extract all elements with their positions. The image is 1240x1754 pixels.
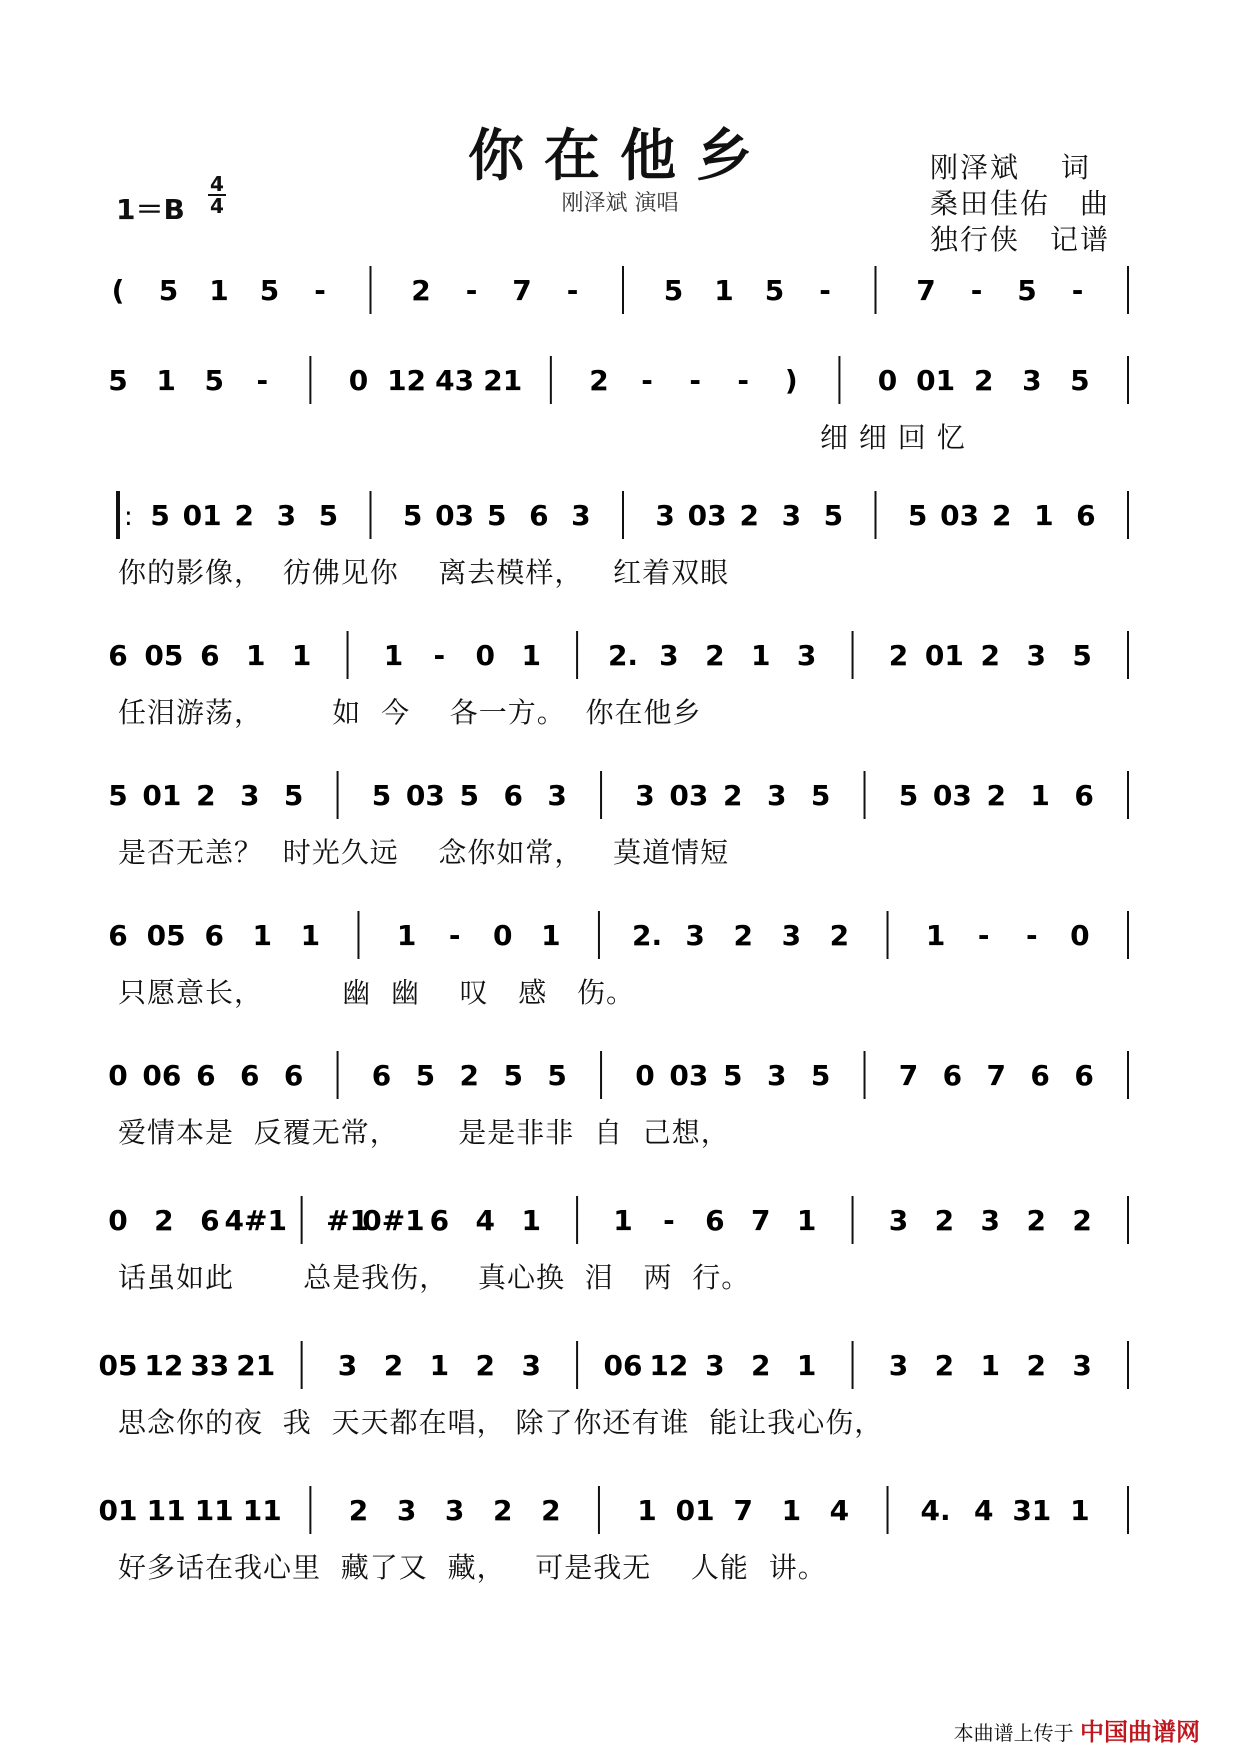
note: 01 [142,779,182,812]
note: - [663,1204,675,1237]
note: 2 [980,639,1001,672]
note: 1 [383,639,404,672]
note: 3 [888,1349,909,1382]
note: 4 [475,1204,496,1237]
note: 5 [259,274,280,307]
note: 1 [714,274,734,307]
note: 3 [444,1494,465,1527]
note: 11 [146,1494,186,1527]
note: 2 [1026,1204,1046,1237]
note: 6 [1074,1059,1094,1092]
note: 2 [383,1349,404,1382]
note: 03 [687,499,727,532]
note: 2 [541,1494,561,1527]
note: 3 [766,779,787,812]
note: 2 [934,1204,955,1237]
note: 2 [459,1059,480,1092]
repeat-dots: : [124,502,133,532]
note: 1 [396,919,417,952]
note: 6 [503,779,523,812]
note: 1 [521,1204,541,1237]
note: 5 [108,364,128,397]
note: 3 [980,1204,1001,1237]
note: 12 [387,364,427,397]
note: 11 [242,1494,282,1527]
note: 2 [1026,1349,1046,1382]
note: 4 [973,1494,994,1527]
note: 3 [635,779,655,812]
note: 6 [108,919,128,952]
note: 6 [200,639,220,672]
note: 3 [685,919,705,952]
note: 01 [916,364,956,397]
note: 01 [675,1494,715,1527]
note: 2 [739,499,759,532]
note: 2 [1072,1204,1092,1237]
note: 2 [829,919,850,952]
note: 03 [405,779,445,812]
note: 2. [607,639,639,672]
note: 5 [663,274,684,307]
note: 6 [239,1059,260,1092]
note: 3 [781,499,802,532]
notation-row [108,631,1128,679]
note: 0 [1070,919,1090,952]
note: 01 [98,1494,138,1527]
note: 5 [150,499,170,532]
note: - [689,364,701,397]
time-signature-top: 4 [210,172,224,196]
note: 3 [1022,364,1042,397]
note: 2 [154,1204,174,1237]
lyricist-credit: 刚泽斌 词 [930,151,1091,184]
note: 3 [705,1349,725,1382]
note: - [566,274,579,307]
lyric-line: 思念你的夜 我 天天都在唱， 除了你还有谁 能让我心伤， [118,1406,884,1439]
note: 1 [925,919,946,952]
note: 5 [810,1059,831,1092]
note: 3 [1026,639,1046,672]
note: 2 [475,1349,496,1382]
note: 1 [781,1494,802,1527]
note: 1 [429,1349,450,1382]
note: - [970,274,983,307]
note: 3 [1072,1349,1092,1382]
note: 1 [1034,499,1054,532]
note: - [641,364,653,397]
note: 6 [705,1204,725,1237]
notation-row [99,1341,1128,1389]
note: 3 [337,1349,358,1382]
note: 03 [940,499,980,532]
note: 7 [916,274,936,307]
note: 3 [571,499,591,532]
note: 2 [411,274,431,307]
note: 1 [1070,1494,1090,1527]
lyric-line: 是否无恙？ 时光久远 念你如常， 莫道情短 [118,836,730,869]
note: 6 [529,499,549,532]
note: 2 [589,364,609,397]
note: 5 [402,499,423,532]
note: 4. [920,1494,951,1527]
note: 05 [146,919,186,952]
note: 03 [669,1059,709,1092]
note: 1 [613,1204,633,1237]
performer-credit: 刚泽斌 演唱 [561,191,679,216]
lyric-line: 任泪游荡， 如 今 各一方。 你在他乡 [118,696,702,729]
note: 5 [283,779,304,812]
note: ) [784,364,798,397]
note: 5 [487,499,507,532]
key-signature: 1＝B [116,193,185,226]
note: 2 [705,639,725,672]
note: - [1025,919,1038,952]
note: 5 [1072,639,1092,672]
note: 0 [475,639,496,672]
note: - [448,919,461,952]
note: 6 [429,1204,450,1237]
note: 5 [318,499,339,532]
footer [954,1712,1200,1747]
note: 5 [371,779,392,812]
note: 43 [435,364,475,397]
lyric-line: 你的影像， 彷佛见你 离去模样， 红着双眼 [118,556,730,589]
note: 1 [252,919,273,952]
note: 1 [156,364,176,397]
note: - [819,274,831,307]
note: 3 [276,499,297,532]
note: 6 [942,1059,963,1092]
note: 1 [300,919,321,952]
note: 2 [888,639,909,672]
note: 0 [108,1204,128,1237]
note: 21 [483,364,523,397]
note: 3 [521,1349,541,1382]
note: 3 [396,1494,417,1527]
note: 6 [196,1059,216,1092]
note: 6 [204,919,224,952]
note: 2 [493,1494,513,1527]
note: 6 [1076,499,1096,532]
composer-credit: 桑田佳佑 曲 [930,187,1111,220]
note: 2 [723,779,743,812]
note: 1 [980,1349,1001,1382]
lyric-line: 爱情本是 反覆无常， 是是非非 自 己想， [118,1116,730,1149]
note: 12 [144,1349,184,1382]
notation-row [108,771,1128,819]
note: 1 [209,274,229,307]
note: 5 [1017,274,1037,307]
note: 3 [888,1204,909,1237]
note: 03 [435,499,475,532]
note: 1 [796,1204,817,1237]
note: 2 [733,919,753,952]
note: 2 [973,364,994,397]
note: 1 [637,1494,657,1527]
note: 5 [415,1059,436,1092]
note: 3 [796,639,817,672]
note: 03 [669,779,709,812]
note: 4#1 [224,1204,287,1237]
note: 0 [108,1059,128,1092]
note: 1 [541,919,561,952]
note: 0 [493,919,513,952]
footer-prefix: 本曲谱上传于 [953,1721,1074,1745]
note: 06 [603,1349,643,1382]
note: 05 [144,639,184,672]
note: 05 [98,1349,138,1382]
note: - [465,274,478,307]
note: 0 [635,1059,655,1092]
note: 2 [986,779,1007,812]
note: 5 [723,1059,743,1092]
note: 1 [291,639,312,672]
notation-row [99,1486,1128,1534]
note: 01 [924,639,964,672]
note: 5 [503,1059,523,1092]
note: 5 [459,779,480,812]
note: 2 [934,1349,955,1382]
note: 7 [986,1059,1007,1092]
notation-row [108,1051,1128,1099]
note: 3 [766,1059,787,1092]
note: 1 [245,639,266,672]
note: 3 [655,499,675,532]
note: 6 [1030,1059,1050,1092]
note: 2 [196,779,216,812]
note: 2 [992,499,1012,532]
note: 5 [907,499,928,532]
note: - [314,274,326,307]
note: 2 [234,499,254,532]
note: 2. [631,919,663,952]
footer-brand: 中国曲谱网 [1080,1718,1200,1746]
notation-row [108,911,1128,959]
note: 6 [1074,779,1094,812]
transcriber-credit: 独行侠 记谱 [930,223,1111,256]
note: 0#1 [362,1204,425,1237]
note: 5 [764,274,785,307]
note: 6 [283,1059,304,1092]
note: ( [111,274,125,307]
lyric-line: 细 细 回 忆 [820,421,966,454]
note: - [737,364,750,397]
lyric-line: 话虽如此 总是我伤， 真心换 泪 两 行。 [118,1261,751,1294]
note: #1 [326,1204,370,1237]
note: 01 [182,499,222,532]
note: 5 [108,779,128,812]
note: 4 [829,1494,850,1527]
note: 3 [239,779,260,812]
note: 21 [236,1349,276,1382]
note: 1 [796,1349,817,1382]
note: 31 [1012,1494,1052,1527]
note: - [977,919,990,952]
note: 1 [750,639,771,672]
note: 2 [750,1349,771,1382]
note: 7 [898,1059,919,1092]
note: 5 [898,779,919,812]
note: 7 [733,1494,753,1527]
note: 1 [1030,779,1050,812]
lyric-line: 好多话在我心里 藏了又 藏， 可是我无 人能 讲。 [118,1551,827,1584]
note: 7 [512,274,532,307]
note: 2 [348,1494,369,1527]
note: 5 [810,779,831,812]
note: 3 [659,639,679,672]
note: 6 [108,639,128,672]
note: 6 [371,1059,392,1092]
note: 6 [200,1204,220,1237]
note: 3 [547,779,567,812]
note: 33 [190,1349,230,1382]
note: 3 [781,919,802,952]
note: 5 [204,364,224,397]
note: - [1071,274,1084,307]
note: 0 [348,364,369,397]
note: 1 [521,639,541,672]
note: 5 [547,1059,567,1092]
notation-row [112,266,1128,314]
note: 11 [194,1494,234,1527]
note: 7 [750,1204,771,1237]
notation-row [108,356,1128,404]
note: 0 [877,364,898,397]
lyric-line: 只愿意长， 幽 幽 叹 感 伤。 [118,976,636,1009]
note: - [256,364,269,397]
notation-row [108,1196,1128,1244]
time-signature-bottom: 4 [210,194,224,218]
note: 5 [158,274,179,307]
note: 12 [649,1349,689,1382]
note: 5 [823,499,844,532]
song-title: 你在他乡 [468,123,772,189]
note: 06 [142,1059,182,1092]
note: - [433,639,446,672]
note: 03 [932,779,972,812]
notation-row [118,491,1128,539]
note: 5 [1070,364,1090,397]
